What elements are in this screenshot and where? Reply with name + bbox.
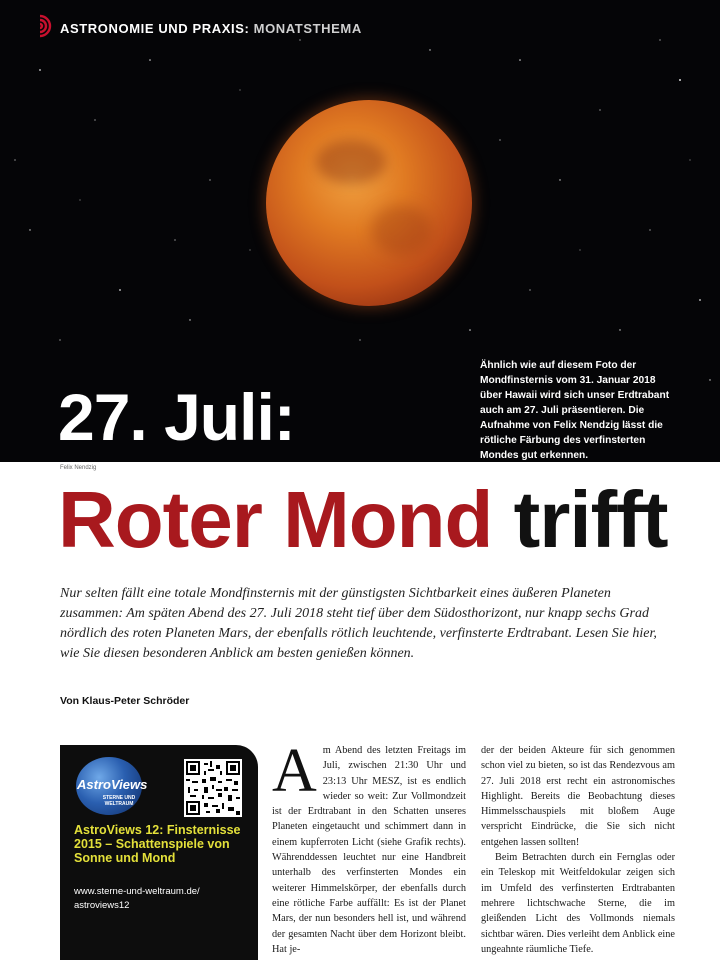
headline-dark: trifft <box>513 475 668 564</box>
photo-credit: Felix Nendzig <box>60 465 97 471</box>
section-tag <box>60 21 362 36</box>
astroviews-box[interactable] <box>60 745 258 960</box>
eclipsed-moon <box>266 100 472 306</box>
subsection-label: MONATSTHEMA <box>253 21 362 36</box>
byline: Von Klaus-Peter Schröder <box>60 695 190 707</box>
body-column-1 <box>272 737 466 957</box>
astroviews-logo-text: AstroViews <box>77 777 148 792</box>
body-text-3: Beim Betrachten durch ein Fernglas oder ein Teleskop mit Weitfeldokular zeigen sich im Umfeld des verfinsterten Erdtrabanten mehrere lichtschwache Sterne, die im gleißenden Licht des Vollmonds niemals sichtbar wären. Dies verleiht dem Anblick eine ungeahnte räumliche Tiefe. <box>481 852 675 955</box>
astroviews-title: AstroViews 12: Finsternisse 2015 – Schattenspiele von Sonne und Mond <box>74 823 241 865</box>
headline-red: Roter Mond <box>58 475 493 564</box>
body-text-2: der der beiden Akteure für sich genommen schon viel zu bieten, so ist das Rendezvous am 27. Juli 2018 erst recht ein astronomisches Highlight. Bereits die Beobachtung dieses Himmelsschauspiels mit bloßem Auge verspricht Eindrücke, die Sie sich nicht entgehen lassen sollten! <box>481 745 675 848</box>
body-column-2 <box>481 743 675 957</box>
section-logo-icon <box>38 14 54 38</box>
lead-paragraph: Nur selten fällt eine totale Mondfinsternis mit der günstigsten Sichtbarkeit eines äußeren Planeten zusammen: Am späten Abend des 27. Juli 2018 steht tief über dem Südosthorizont, nur knapp sechs Grad nördlich des roten Planeten Mars, der ebenfalls rötlich leuchtende, verfinsterte Erdtrabant. Lesen Sie hier, wie Sie diesen besonderen Anblick am besten genießen können. <box>60 586 657 661</box>
body-text-1: m Abend des letzten Freitags im Juli, zwischen 21:30 Uhr und 23:13 Uhr MESZ, ist es endlich wieder so weit: Zur Vollmondzeit ist der Erdtrabant in den Schatten unseres Planeten eingetaucht und schimmert dann in einem kupferroten Licht (siehe Grafik rechts). Währenddessen leuchtet nur eine Handbreit unterhalb des verfinsterten Mondes ein weiterer Himmelskörper, der ebenfalls durch eine rötliche Farbe auffällt: Es ist der Planet Mars, der nun besonders hell ist, und während der gesamten Nacht über dem Horizont bleibt. Hat je- <box>272 745 466 955</box>
astroviews-link[interactable]: www.sterne-und-weltraum.de/ astroviews12 <box>74 886 200 911</box>
headline-date: 27. Juli: <box>58 380 295 454</box>
hero-photo <box>0 0 720 462</box>
astroviews-logo-subtext: STERNE UND WELTRAUM <box>102 795 136 807</box>
astroviews-logo <box>76 757 148 815</box>
drop-cap: A <box>272 737 317 805</box>
photo-caption: Ähnlich wie auf diesem Foto der Mondfinsternis vom 31. Januar 2018 über Hawaii wird sich unser Erdtrabant auch am 27. Juli präsentieren. Die Aufnahme von Felix Nendzig lässt die rötliche Färbung des verfinsterten Mondes gut erkennen. <box>480 360 670 461</box>
qr-code-icon[interactable] <box>184 759 242 817</box>
section-label: ASTRONOMIE UND PRAXIS: <box>60 21 250 36</box>
headline-title <box>58 475 668 564</box>
